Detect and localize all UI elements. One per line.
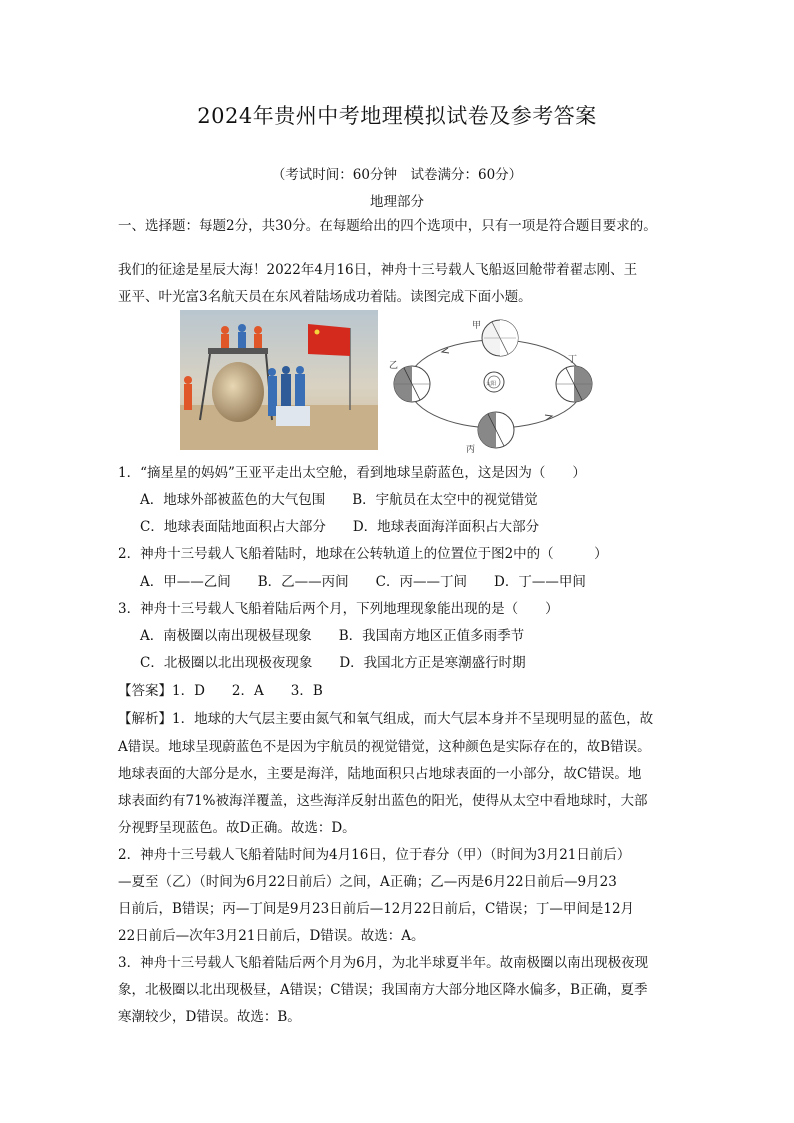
label-yi: 乙 — [389, 361, 399, 371]
answer-line: 【答案】1．D 2．A 3．B — [118, 683, 323, 699]
label-bing: 丙 — [466, 445, 476, 454]
analysis-line-2: A错误。地球呈现蔚蓝色不是因为宇航员的视觉错觉，这种颜色是实际存在的，故B错误。 — [118, 739, 651, 755]
question-1-options-row-2: C．地球表面陆地面积占大部分 D．地球表面海洋面积占大部分 — [140, 519, 540, 535]
analysis-line-8: 日前后，B错误；丙—丁间是9月23日前后—12月22日前后，C错误；丁—甲间是12月 — [118, 901, 635, 917]
part-one-heading: 一、选择题：每题2分，共30分。在每题给出的四个选项中，只有一项是符合题目要求的。 — [118, 218, 657, 234]
question-3-options-row-1: A．南极圈以南出现极昼现象 B．我国南方地区正值多雨季节 — [140, 628, 525, 644]
landing-photo — [180, 310, 378, 450]
question-3-options-row-2: C．北极圈以北出现极夜现象 D．我国北方正是寒潮盛行时期 — [140, 655, 526, 671]
earth-position-bing — [478, 412, 514, 448]
question-2-stem: 2．神舟十三号载人飞船着陆时，地球在公转轨道上的位置位于图2中的（ ） — [118, 546, 608, 562]
analysis-line-5: 分视野呈现蓝色。故D正确。故选：D。 — [118, 820, 356, 836]
intro-line-2: 亚平、叶光富3名航天员在东风着陆场成功着陆。读图完成下面小题。 — [118, 289, 532, 305]
earth-position-ding — [556, 366, 592, 402]
question-1-stem: 1．“摘星星的妈妈”王亚平走出太空舱，看到地球呈蔚蓝色，这是因为（ ） — [118, 465, 586, 481]
analysis-line-9: 22日前后—次年3月21日前后，D错误。故选：A。 — [118, 928, 425, 944]
question-2-options-row-1: A．甲——乙间 B．乙——丙间 C．丙——丁间 D．丁——甲间 — [140, 574, 586, 590]
analysis-line-4: 球表面约有71%被海洋覆盖，这些海洋反射出蓝色的阳光，使得从太空中看地球时，大部 — [118, 793, 648, 809]
analysis-line-1: 【解析】1．地球的大气层主要由氮气和氧气组成，而大气层本身并不呈现明显的蓝色，故 — [118, 711, 654, 727]
earth-position-yi — [394, 366, 430, 402]
analysis-line-12: 寒潮较少，D错误。故选：B。 — [118, 1009, 301, 1025]
analysis-line-3: 地球表面的大部分是水，主要是海洋，陆地面积只占地球表面的一小部分，故C错误。地 — [118, 766, 642, 782]
label-sun: 太阳 — [486, 381, 497, 387]
label-jia: 甲 — [472, 321, 482, 331]
section-name: 地理部分 — [370, 194, 424, 210]
analysis-line-6: 2．神舟十三号载人飞船着陆时间为4月16日，位于春分（甲）（时间为3月21日前后） — [118, 847, 631, 863]
analysis-line-11: 象，北极圈以北出现极昼，A错误；C错误；我国南方大部分地区降水偏多，B正确，夏季 — [118, 982, 648, 998]
analysis-line-7: —夏至（乙）（时间为6月22日前后）之间，A正确；乙—丙是6月22日前后—9月23 — [118, 874, 617, 890]
question-1-options-row-1: A．地球外部被蓝色的大气包围 B．宇航员在太空中的视觉错觉 — [140, 492, 538, 508]
exam-info: （考试时间：60分钟 试卷满分：60分） — [271, 167, 523, 183]
earth-position-jia — [482, 320, 518, 356]
label-ding: 丁 — [568, 355, 578, 365]
orbit-diagram — [388, 312, 608, 454]
analysis-line-10: 3．神舟十三号载人飞船着陆后两个月为6月，为北半球夏半年。故南极圈以南出现极夜现 — [118, 955, 649, 971]
page-title: 2024年贵州中考地理模拟试卷及参考答案 — [197, 104, 597, 128]
intro-line-1: 我们的征途是星辰大海！2022年4月16日，神舟十三号载人飞船返回舱带着翟志刚、王 — [118, 262, 638, 278]
question-3-stem: 3．神舟十三号载人飞船着陆后两个月，下列地理现象能出现的是（ ） — [118, 601, 559, 617]
